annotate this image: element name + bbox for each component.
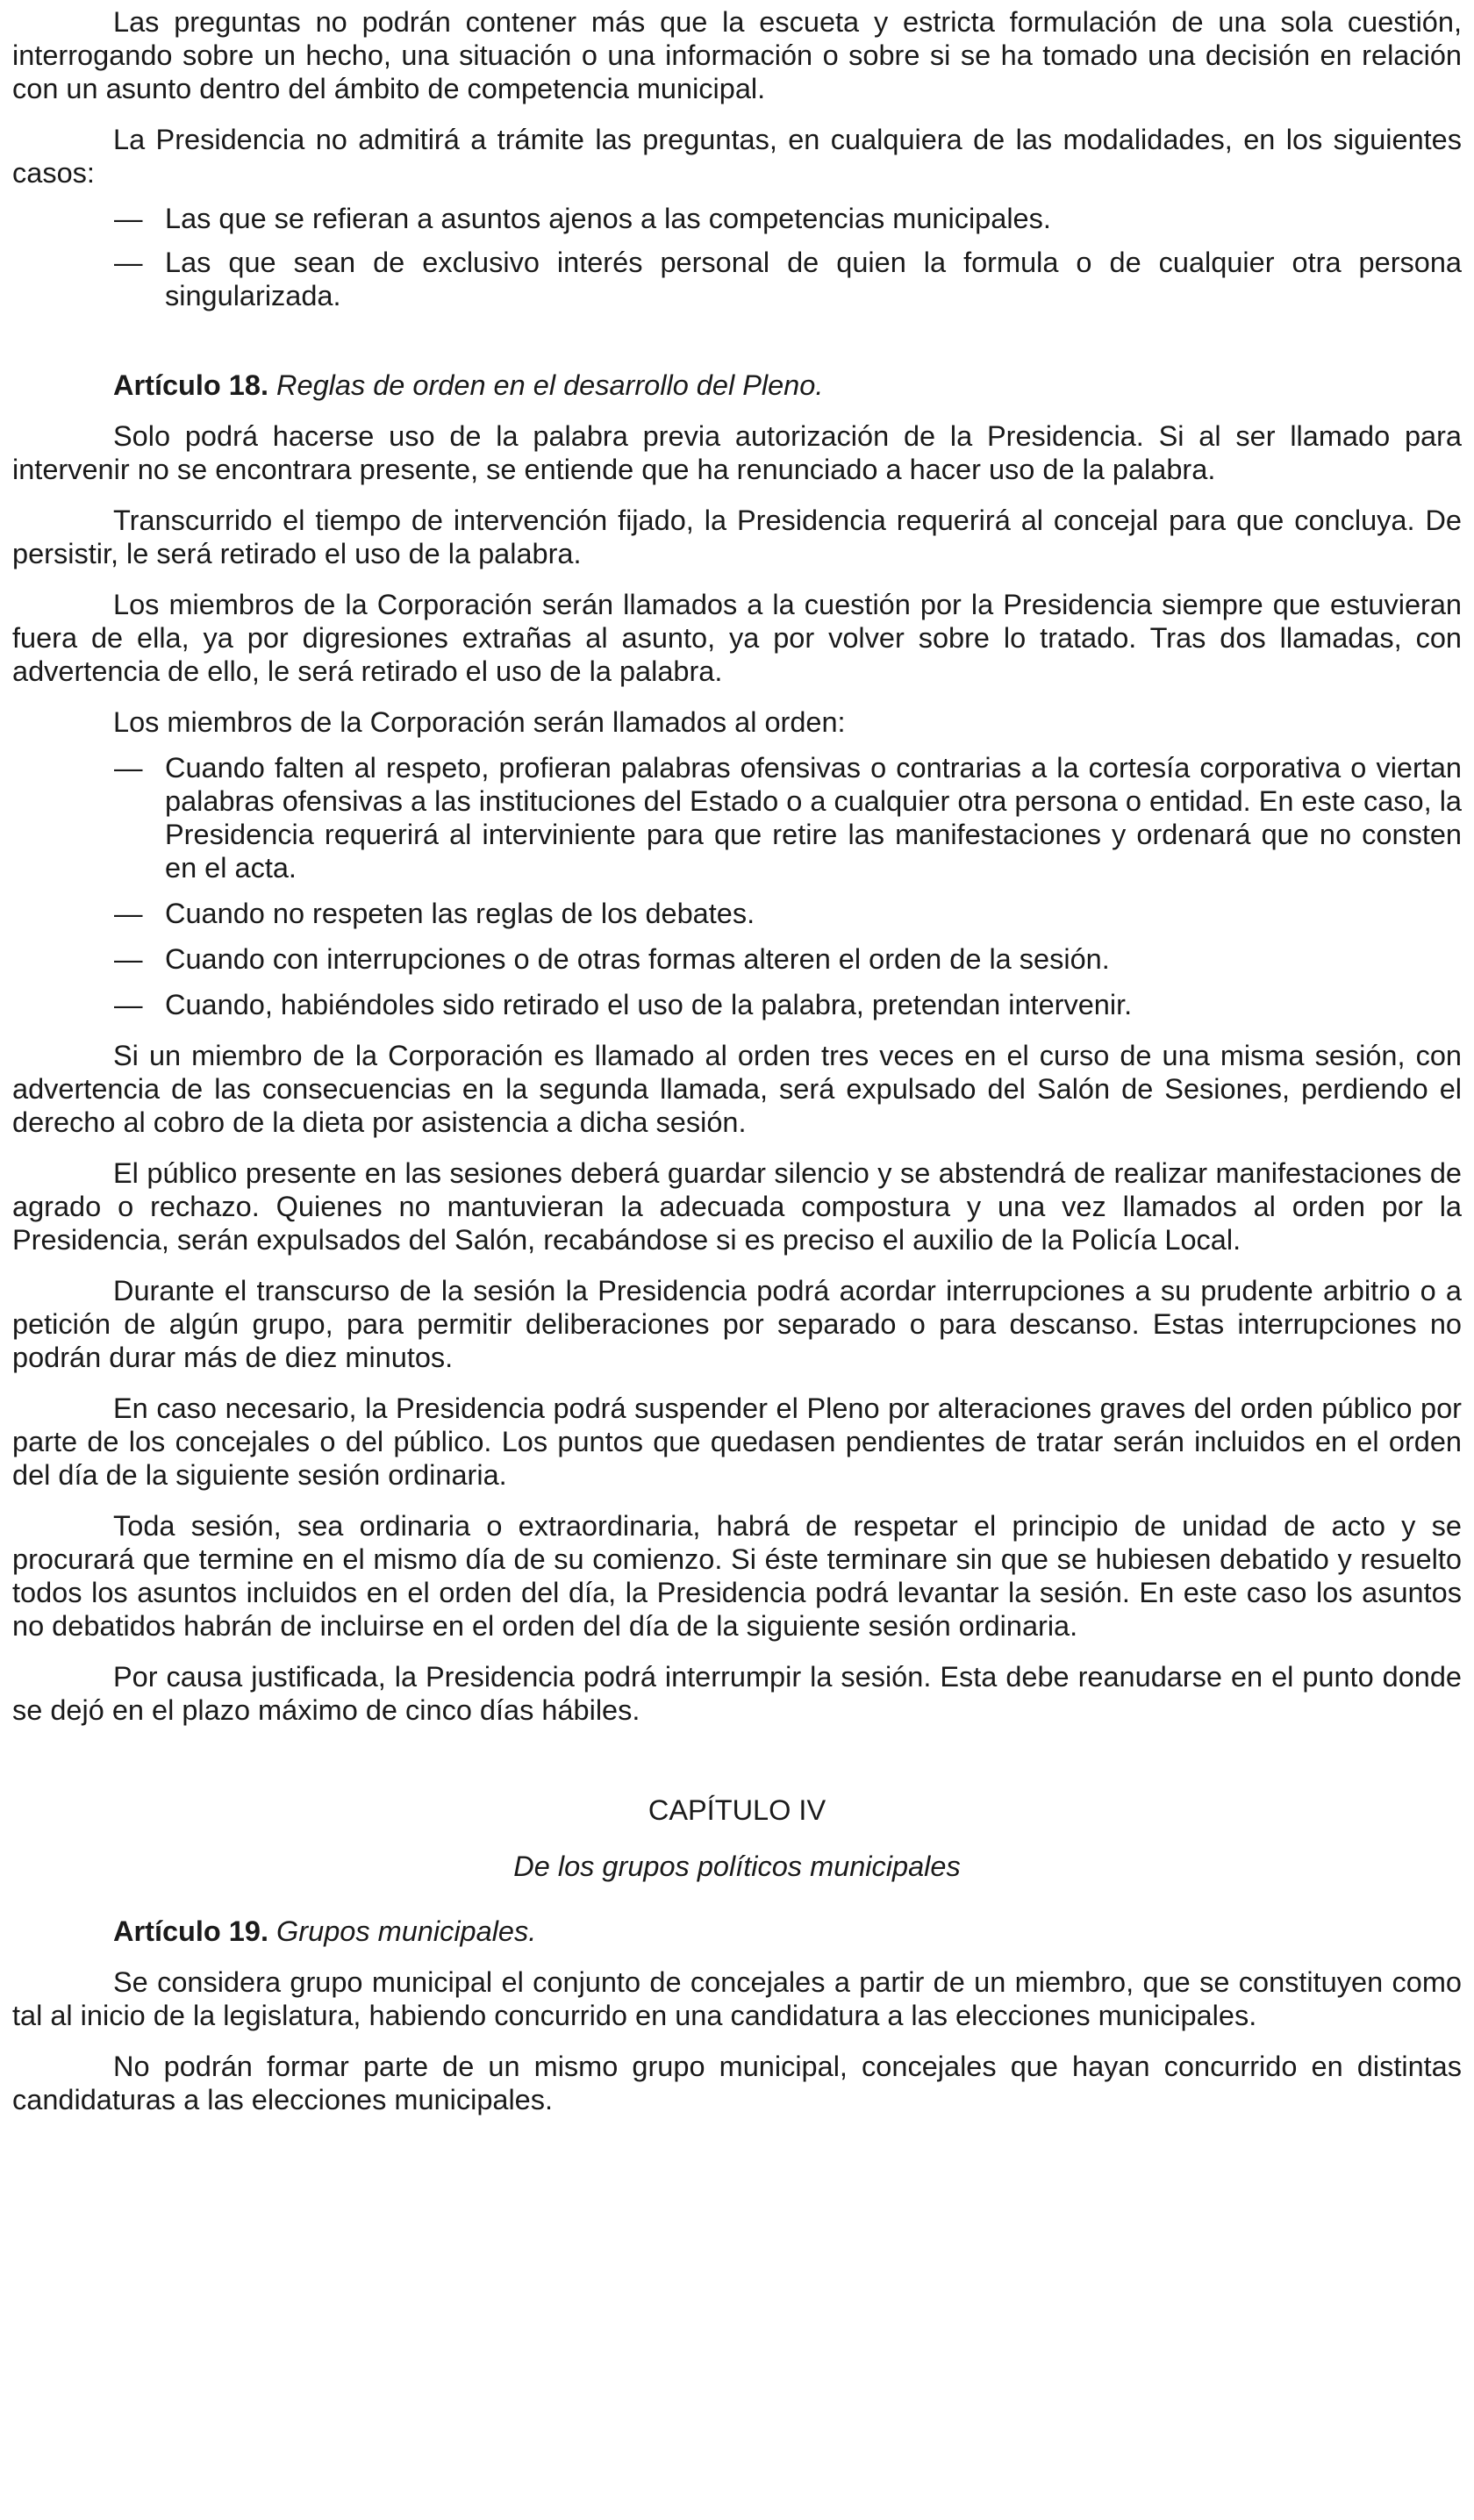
document-page xyxy=(12,5,1462,2134)
paragraph: Si un miembro de la Corporación es llamado al orden tres veces en el curso de una misma sesión, con advertencia de las consecuencias en la segunda llamada, será expulsado del Salón de Sesiones, perdiendo el derecho al cobro de la dieta por asistencia a dicha sesión. xyxy=(12,1040,1462,1138)
article-number: Artículo 18. xyxy=(113,369,268,401)
dash-bullet: — xyxy=(114,898,143,929)
paragraph: Transcurrido el tiempo de intervención fijado, la Presidencia requerirá al concejal para que concluya. De persistir, le será retirado el uso de la palabra. xyxy=(12,505,1462,569)
paragraph: La Presidencia no admitirá a trámite las preguntas, en cualquiera de las modalidades, en los siguientes casos: xyxy=(12,124,1462,189)
list-item-text: Las que se refieran a asuntos ajenos a las competencias municipales. xyxy=(165,203,1051,234)
article-title: Reglas de orden en el desarrollo del Pleno. xyxy=(276,369,824,401)
paragraph: En caso necesario, la Presidencia podrá suspender el Pleno por alteraciones graves del orden público por parte de los concejales o del público. Los puntos que quedasen pendientes de tratar serán incluidos en el orden del día de la siguiente sesión ordinaria. xyxy=(12,1392,1462,1491)
article-number: Artículo 19. xyxy=(113,1915,268,1947)
dash-bullet: — xyxy=(114,989,143,1020)
paragraph: Los miembros de la Corporación serán llamados a la cuestión por la Presidencia siempre que estuvieran fuera de ella, ya por digresiones extrañas al asunto, ya por volver sobre lo tratado. Tras dos llamadas, con advertencia de ello, le será retirado el uso de la palabra. xyxy=(12,589,1462,687)
dash-bullet: — xyxy=(114,247,143,278)
list-item-text: Las que sean de exclusivo interés personal de quien la formula o de cualquier otra persona singularizada. xyxy=(165,247,1462,311)
list-item-text: Cuando, habiéndoles sido retirado el uso de la palabra, pretendan intervenir. xyxy=(165,989,1133,1020)
dash-bullet: — xyxy=(114,752,143,784)
list-item xyxy=(12,897,1462,930)
article-18-heading xyxy=(12,369,1462,402)
paragraph: Las preguntas no podrán contener más que la escueta y estricta formulación de una sola cuestión, interrogando sobre un hecho, una situación o una información o sobre si se ha tomado una decisión en relación con un asunto dentro del ámbito de competencia municipal. xyxy=(12,6,1462,104)
list-item-text: Cuando falten al respeto, profieran palabras ofensivas o contrarias a la cortesía corporativa o viertan palabras ofensivas a las instituciones del Estado o a cualquier otra persona o entidad. En este caso, la Presidencia requerirá al interviniente para que retire las manifestaciones y ordenará que no consten en el acta. xyxy=(165,752,1462,884)
list-item xyxy=(12,988,1462,1021)
paragraph: Los miembros de la Corporación serán llamados al orden: xyxy=(113,706,846,738)
list-item-text: Cuando con interrupciones o de otras formas alteren el orden de la sesión. xyxy=(165,943,1110,975)
list-item xyxy=(12,202,1462,235)
chapter-subtitle: De los grupos políticos municipales xyxy=(513,1851,961,1882)
paragraph: Toda sesión, sea ordinaria o extraordinaria, habrá de respetar el principio de unidad de acto y se procurará que termine en el mismo día de su comienzo. Si éste terminare sin que se hubiesen debatido y resuelto todos los asuntos incluidos en el orden del día, la Presidencia podrá levantar la sesión. En este caso los asuntos no debatidos habrán de incluirse en el orden del día de la siguiente sesión ordinaria. xyxy=(12,1510,1462,1642)
paragraph: El público presente en las sesiones deberá guardar silencio y se abstendrá de realizar manifestaciones de agrado o rechazo. Quienes no mantuvieran la adecuada compostura y una vez llamados al orden por la Presidencia, serán expulsados del Salón, recabándose si es preciso el auxilio de la Policía Local. xyxy=(12,1157,1462,1256)
dash-bullet: — xyxy=(114,203,143,234)
paragraph: Se considera grupo municipal el conjunto de concejales a partir de un miembro, que se constituyen como tal al inicio de la legislatura, habiendo concurrido en una candidatura a las elecciones municipales. xyxy=(12,1966,1462,2031)
list-item xyxy=(12,942,1462,976)
chapter-heading: CAPÍTULO IV xyxy=(648,1794,826,1826)
list-item xyxy=(12,751,1462,884)
paragraph: Por causa justificada, la Presidencia podrá interrumpir la sesión. Esta debe reanudarse en el punto donde se dejó en el plazo máximo de cinco días hábiles. xyxy=(12,1661,1462,1726)
list-item xyxy=(12,246,1462,312)
dash-bullet: — xyxy=(114,943,143,975)
list-item-text: Cuando no respeten las reglas de los debates. xyxy=(165,898,755,929)
article-19-heading xyxy=(12,1915,1462,1948)
paragraph: Durante el transcurso de la sesión la Presidencia podrá acordar interrupciones a su prudente arbitrio o a petición de algún grupo, para permitir deliberaciones por separado o para descanso. Estas interrupciones no podrán durar más de diez minutos. xyxy=(12,1275,1462,1373)
paragraph: Solo podrá hacerse uso de la palabra previa autorización de la Presidencia. Si al ser llamado para intervenir no se encontrara presente, se entiende que ha renunciado a hacer uso de la palabra. xyxy=(12,420,1462,485)
paragraph: No podrán formar parte de un mismo grupo municipal, concejales que hayan concurrido en distintas candidaturas a las elecciones municipales. xyxy=(12,2051,1462,2116)
article-title: Grupos municipales. xyxy=(276,1915,537,1947)
